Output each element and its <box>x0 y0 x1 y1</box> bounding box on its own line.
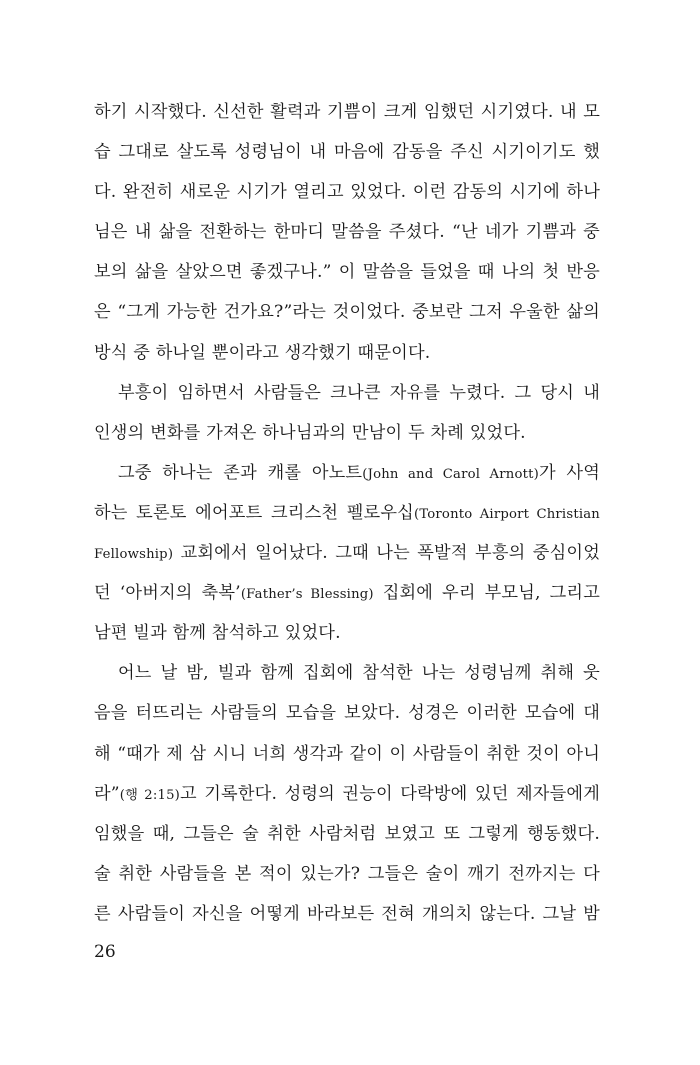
english-annotation: (John and Carol Arnott) <box>362 466 539 482</box>
text-run: 부흥이 임하면서 사람들은 크나큰 자유를 누렸다. 그 당시 내 <box>118 382 600 403</box>
text-run: 남편 빌과 함께 참석하고 있었다. <box>94 623 341 644</box>
text-line <box>94 132 600 172</box>
text-line <box>94 373 600 413</box>
text-run: 하는 토론토 에어포트 크리스천 펠로우십 <box>94 502 414 523</box>
text-run: 임했을 때, 그들은 술 취한 사람처럼 보였고 또 그렇게 행동했다. <box>94 823 600 844</box>
text-line <box>94 573 600 613</box>
text-run: 던 ‘아버지의 축복’ <box>94 583 241 604</box>
english-annotation: (Toronto Airport Christian <box>413 506 600 522</box>
text-line <box>94 292 600 332</box>
text-line <box>94 693 600 733</box>
english-annotation: Fellowship) <box>94 547 174 563</box>
text-run: 음을 터뜨리는 사람들의 모습을 보았다. 성경은 이러한 모습에 대 <box>94 703 600 724</box>
text-run: 습 그대로 살도록 성령님이 내 마음에 감동을 주신 시기이기도 했 <box>94 142 600 163</box>
text-line <box>94 854 600 894</box>
text-run: 라” <box>94 783 120 804</box>
text-line <box>94 493 600 533</box>
text-line <box>94 533 600 573</box>
text-line <box>94 172 600 212</box>
text-line <box>94 453 600 493</box>
text-line <box>94 333 600 373</box>
text-line <box>94 894 600 934</box>
text-run: 은 “그게 가능한 건가요?”라는 것이었다. 중보란 그저 우울한 삶의 <box>94 302 600 323</box>
text-line <box>94 814 600 854</box>
text-line <box>94 413 600 453</box>
text-run: 방식 중 하나일 뿐이라고 생각했기 때문이다. <box>94 342 431 363</box>
text-line <box>94 252 600 292</box>
text-run: 어느 날 밤, 빌과 함께 집회에 참석한 나는 성령님께 취해 웃 <box>118 663 600 684</box>
text-run: 그중 하나는 존과 캐롤 아노트 <box>118 462 363 483</box>
text-run: 가 사역 <box>538 462 600 483</box>
text-run: 하기 시작했다. 신선한 활력과 기쁨이 크게 임했던 시기였다. 내 모 <box>94 102 600 122</box>
text-run: 교회에서 일어났다. 그때 나는 폭발적 부흥의 중심이었 <box>173 543 600 564</box>
text-run: 인생의 변화를 가져온 하나님과의 만남이 두 차례 있었다. <box>94 422 526 443</box>
text-run: 른 사람들이 자신을 어떻게 바라보든 전혀 개의치 않는다. 그날 밤 <box>94 903 600 924</box>
text-line <box>94 92 600 132</box>
text-run: 님은 내 삶을 전환하는 한마디 말씀을 주셨다. “난 네가 기쁨과 중 <box>94 222 600 243</box>
english-annotation: (Father’s Blessing) <box>240 587 374 603</box>
page-number: 26 <box>94 942 116 962</box>
text-line <box>94 774 600 814</box>
text-line <box>94 734 600 774</box>
text-run: 술 취한 사람들을 본 적이 있는가? 그들은 술이 깨기 전까지는 다 <box>94 863 600 884</box>
text-run: 다. 완전히 새로운 시기가 열리고 있었다. 이런 감동의 시기에 하나 <box>94 182 600 203</box>
text-run: 보의 삶을 살았으면 좋겠구나.” 이 말씀을 들었을 때 나의 첫 반응 <box>94 262 600 283</box>
scripture-reference: (행 2:15) <box>119 787 181 803</box>
text-run: 해 “때가 제 삼 시니 너희 생각과 같이 이 사람들이 취한 것이 아니 <box>94 743 600 764</box>
text-line <box>94 653 600 693</box>
body-text <box>94 92 600 934</box>
text-run: 집회에 우리 부모님, 그리고 <box>373 583 600 604</box>
text-run: 고 기록한다. 성령의 권능이 다락방에 있던 제자들에게 <box>180 783 600 804</box>
text-line <box>94 212 600 252</box>
text-line <box>94 613 600 653</box>
